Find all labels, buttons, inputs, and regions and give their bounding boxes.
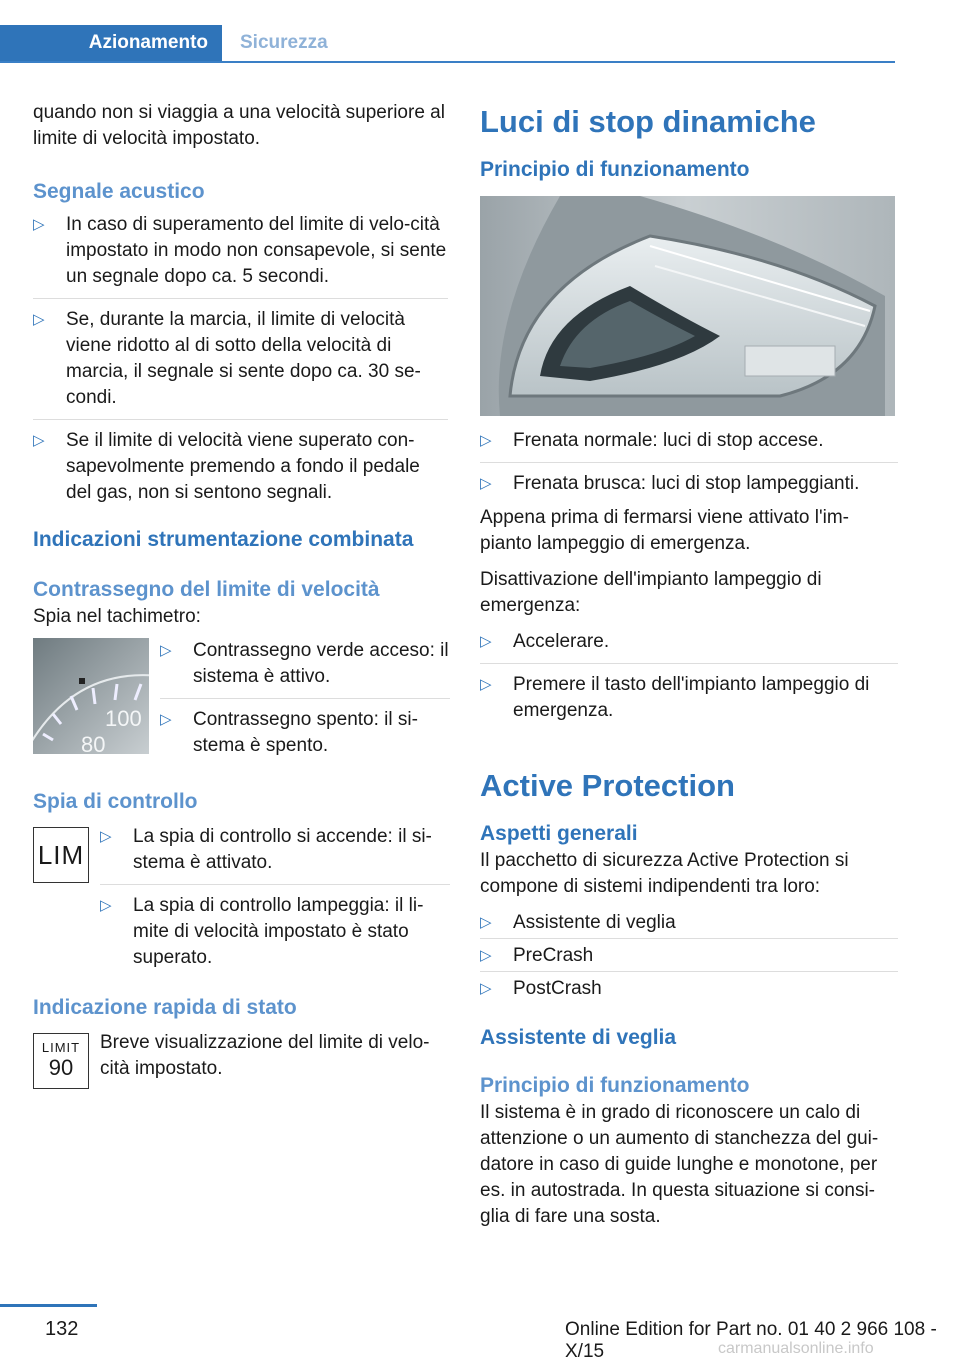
triangle-bullet-icon: ▷ [33, 216, 45, 233]
heading-segnale-acustico: Segnale acustico [33, 180, 205, 203]
lim-indicator-icon: LIM [33, 827, 89, 883]
heading-contrassegno: Contrassegno del limite di velocità [33, 578, 380, 601]
speedometer-image [33, 638, 149, 754]
triangle-bullet-icon: ▷ [480, 947, 492, 964]
disattivazione-list [480, 629, 898, 732]
list-item: ▷ PostCrash [480, 976, 898, 1010]
heading-aspetti: Aspetti generali [480, 822, 638, 845]
appena-text: Appena prima di fermarsi viene attivato l'im‐pianto lampeggio di emergenza. [480, 507, 849, 554]
rapida-block [33, 1030, 448, 1100]
right-column [480, 102, 898, 1240]
heading-active-protection: Active Protection [480, 768, 735, 803]
list-item: ▷ Accelerare. [480, 629, 898, 664]
heading-assistente: Assistente di veglia [480, 1026, 677, 1049]
active-list [480, 910, 898, 1010]
luci-list [480, 428, 898, 505]
tail-light-image [480, 196, 895, 416]
limit-90-icon: LIMIT 90 [33, 1033, 89, 1089]
heading-principio-2: Principio di funzionamento [480, 1074, 750, 1097]
list-item: ▷ In caso di superamento del limite di velo‐cità impostato in modo non consapevole, si sente un segnale dopo ca. 5 secondi. [33, 212, 448, 299]
list-item: ▷ PreCrash [480, 943, 898, 972]
triangle-bullet-icon: ▷ [160, 711, 172, 728]
triangle-bullet-icon: ▷ [33, 432, 45, 449]
gauge-label: 100 [105, 706, 142, 731]
pacchetto-text: Il pacchetto di sicurezza Active Protection si compone di sistemi indipendenti tra loro: [480, 850, 849, 897]
contrassegno-block [33, 638, 448, 788]
list-item: ▷ Assistente di veglia [480, 910, 898, 939]
list-item: ▷ Contrassegno spento: il si‐stema è spento. [160, 709, 418, 756]
list-item: ▷ La spia di controllo si accende: il si‐stema è attivato. [100, 824, 450, 885]
heading-luci-stop: Luci di stop dinamiche [480, 104, 816, 139]
tab-sicurezza[interactable]: Sicurezza [240, 32, 328, 53]
triangle-bullet-icon: ▷ [480, 475, 492, 492]
tab-azionamento[interactable]: Azionamento [0, 25, 222, 61]
spia-tachimetro-text: Spia nel tachimetro: [33, 606, 201, 627]
triangle-bullet-icon: ▷ [100, 897, 112, 914]
triangle-bullet-icon: ▷ [33, 311, 45, 328]
triangle-bullet-icon: ▷ [160, 642, 172, 659]
footer-rule [0, 1304, 97, 1307]
spia-list [100, 824, 450, 987]
triangle-bullet-icon: ▷ [480, 633, 492, 650]
triangle-bullet-icon: ▷ [480, 980, 492, 997]
gauge-label: 80 [81, 732, 106, 754]
triangle-bullet-icon: ▷ [480, 676, 492, 693]
sistema-text: Il sistema è in grado di riconoscere un calo di attenzione o un aumento di stanchezza del gui‐datore in caso di guide lunghe e monotone, per es. in autostrada. In questa situazione si consi‐glia di fare una sosta. [480, 1102, 879, 1227]
online-edition: Online Edition for Part no. 01 40 2 966 108 - X/15 [565, 1319, 937, 1362]
list-item: ▷ Premere il tasto dell'impianto lampeggio di emergenza. [480, 674, 870, 721]
rapida-text: Breve visualizzazione del limite di velo‐cità impostato. [100, 1032, 430, 1079]
list-item: ▷ Frenata normale: luci di stop accese. [480, 428, 898, 463]
contrassegno-list [160, 638, 450, 775]
disattivazione-text: Disattivazione dell'impianto lampeggio di emergenza: [480, 569, 822, 616]
triangle-bullet-icon: ▷ [480, 914, 492, 931]
list-item: ▷ Se il limite di velocità viene superato con‐sapevolmente premendo a fondo il pedale del gas, non si sentono segnali. [33, 430, 420, 503]
heading-rapida: Indicazione rapida di stato [33, 996, 297, 1019]
header-tabbar [0, 25, 895, 63]
triangle-bullet-icon: ▷ [100, 828, 112, 845]
triangle-bullet-icon: ▷ [480, 432, 492, 449]
segnale-list [33, 212, 448, 514]
list-item: ▷ Se, durante la marcia, il limite di velocità viene ridotto al di sotto della velocità di marcia, il segnale si sente dopo ca. 30 se‐condi. [33, 307, 448, 420]
left-column [33, 100, 448, 1100]
list-item: ▷ Contrassegno verde acceso: il sistema è attivo. [160, 638, 450, 699]
page-number: 132 [45, 1318, 79, 1340]
list-item: ▷ Frenata brusca: luci di stop lampeggianti. [480, 471, 898, 505]
intro-text: quando non si viaggia a una velocità superiore al limite di velocità impostato. [33, 102, 445, 149]
spia-block [33, 824, 448, 994]
heading-indicazioni: Indicazioni strumentazione combinata [33, 528, 414, 551]
heading-principio: Principio di funzionamento [480, 158, 750, 181]
watermark: carmanualsonline.info [718, 1340, 874, 1357]
heading-spia-controllo: Spia di controllo [33, 790, 198, 813]
list-item: ▷ La spia di controllo lampeggia: il li‐mite di velocità impostato è stato superato. [100, 895, 424, 968]
